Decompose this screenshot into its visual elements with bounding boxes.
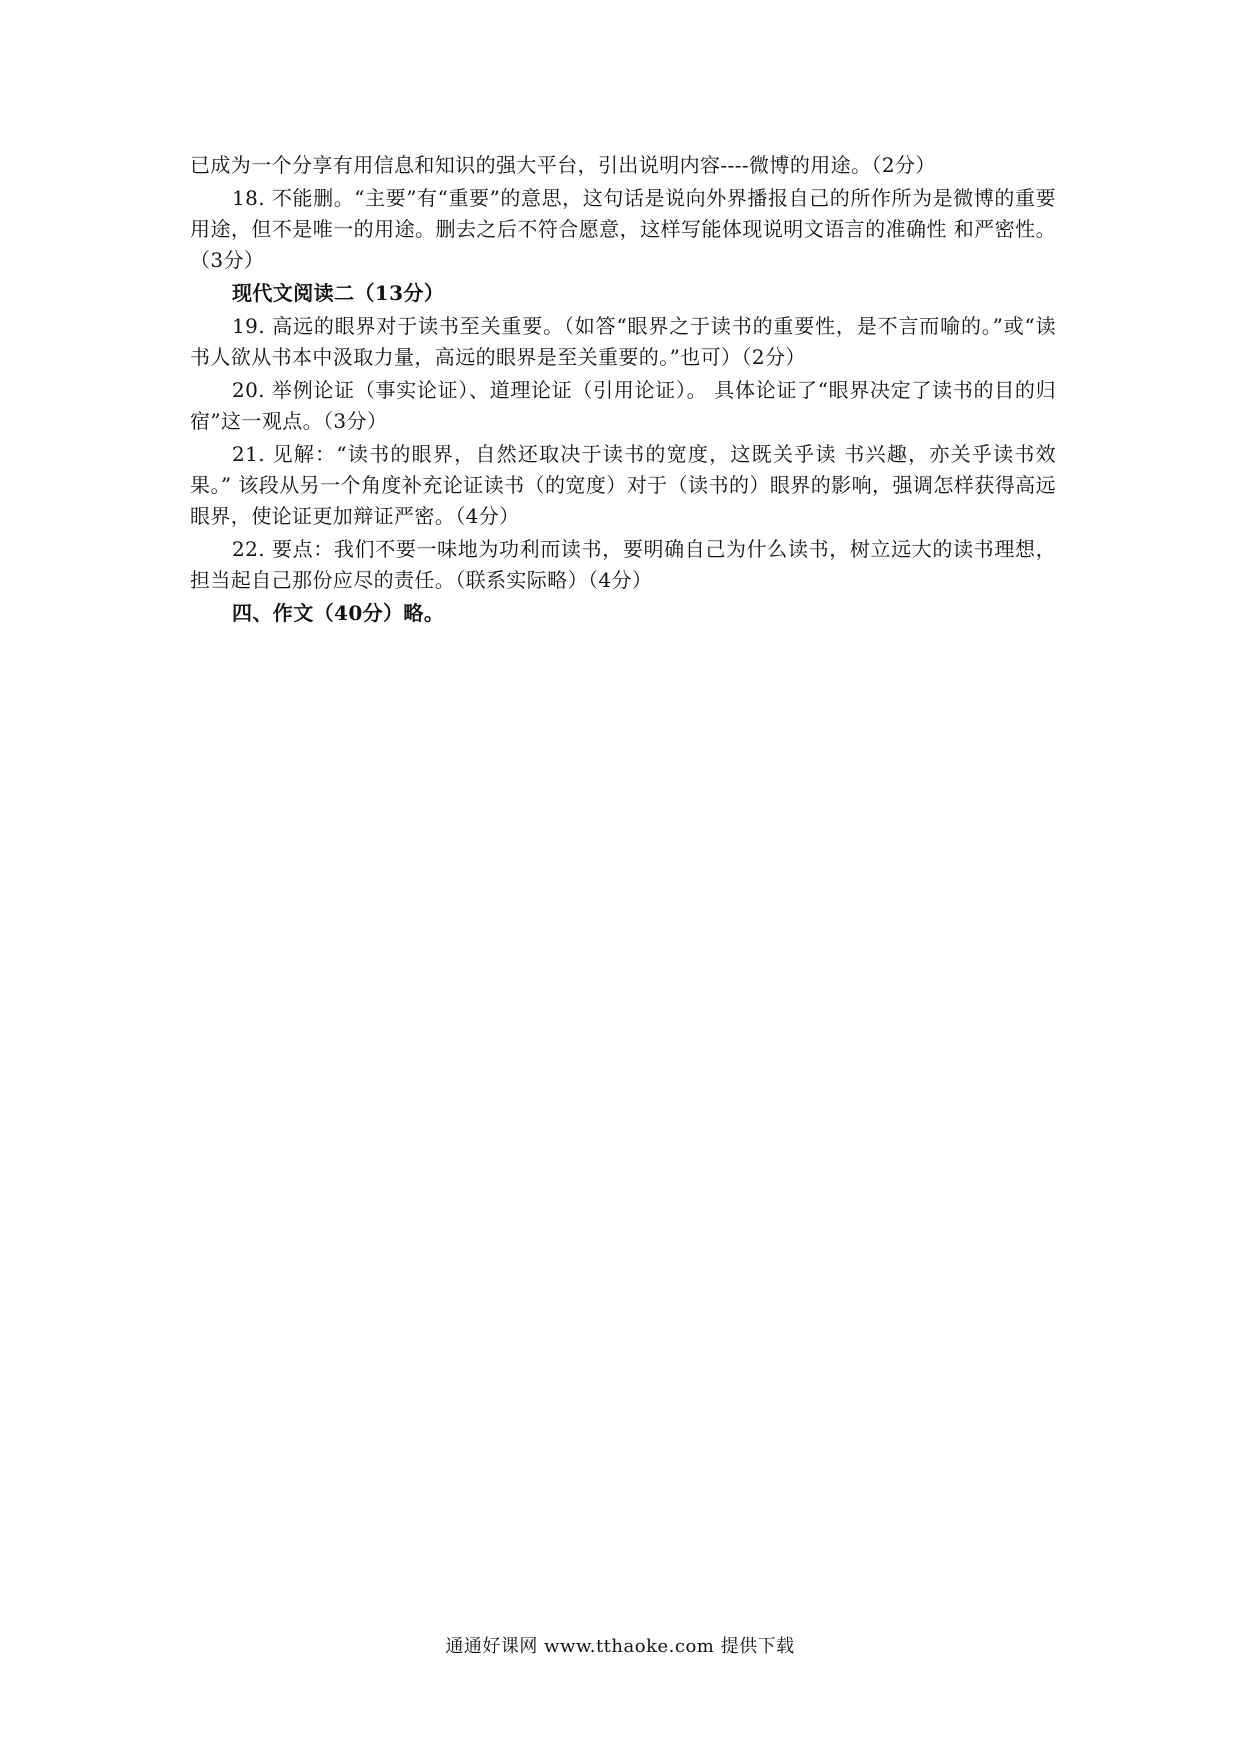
answer-21: 21. 见解：“读书的眼界，自然还取决于读书的宽度，这既关乎读 书兴趣，亦关乎读书效果。” 该段从另一个角度补充论证读书（的宽度）对于（读书的）眼界的影响，强调怎样获得高远眼界，使论证更加辩证严密。（4分） (190, 442, 1056, 528)
answer-19: 19. 高远的眼界对于读书至关重要。（如答“眼界之于读书的重要性，是不言而喻的。”或“读书人欲从书本中汲取力量，高远的眼界是至关重要的。”也可）（2分） (190, 314, 1056, 369)
page-footer: 通通好课网 www.tthaoke.com 提供下载 (445, 1636, 795, 1657)
answer-22: 22. 要点：我们不要一味地为功利而读书，要明确自己为什么读书，树立远大的读书理想，担当起自己那份应尽的责任。（联系实际略）（4分） (190, 537, 1056, 592)
answer-18: 18. 不能删。“主要”有“重要”的意思，这句话是说向外界播报自己的所作所为是微博的重要用途，但不是唯一的用途。删去之后不符合愿意，这样写能体现说明文语言的准确性 和严密性。（3分） (190, 186, 1056, 272)
answer-20: 20. 举例论证（事实论证）、道理论证（引用论证）。 具体论证了“眼界决定了读书的目的归宿”这一观点。（3分） (190, 378, 1056, 433)
paragraph-continued: 已成为一个分享有用信息和知识的强大平台，引出说明内容----微博的用途。（2分） (190, 153, 936, 177)
answer-content (190, 150, 1056, 631)
section-heading-modern-reading-2: 现代文阅读二（13分） (232, 281, 445, 305)
section-heading-essay: 四、作文（40分）略。 (232, 601, 445, 625)
